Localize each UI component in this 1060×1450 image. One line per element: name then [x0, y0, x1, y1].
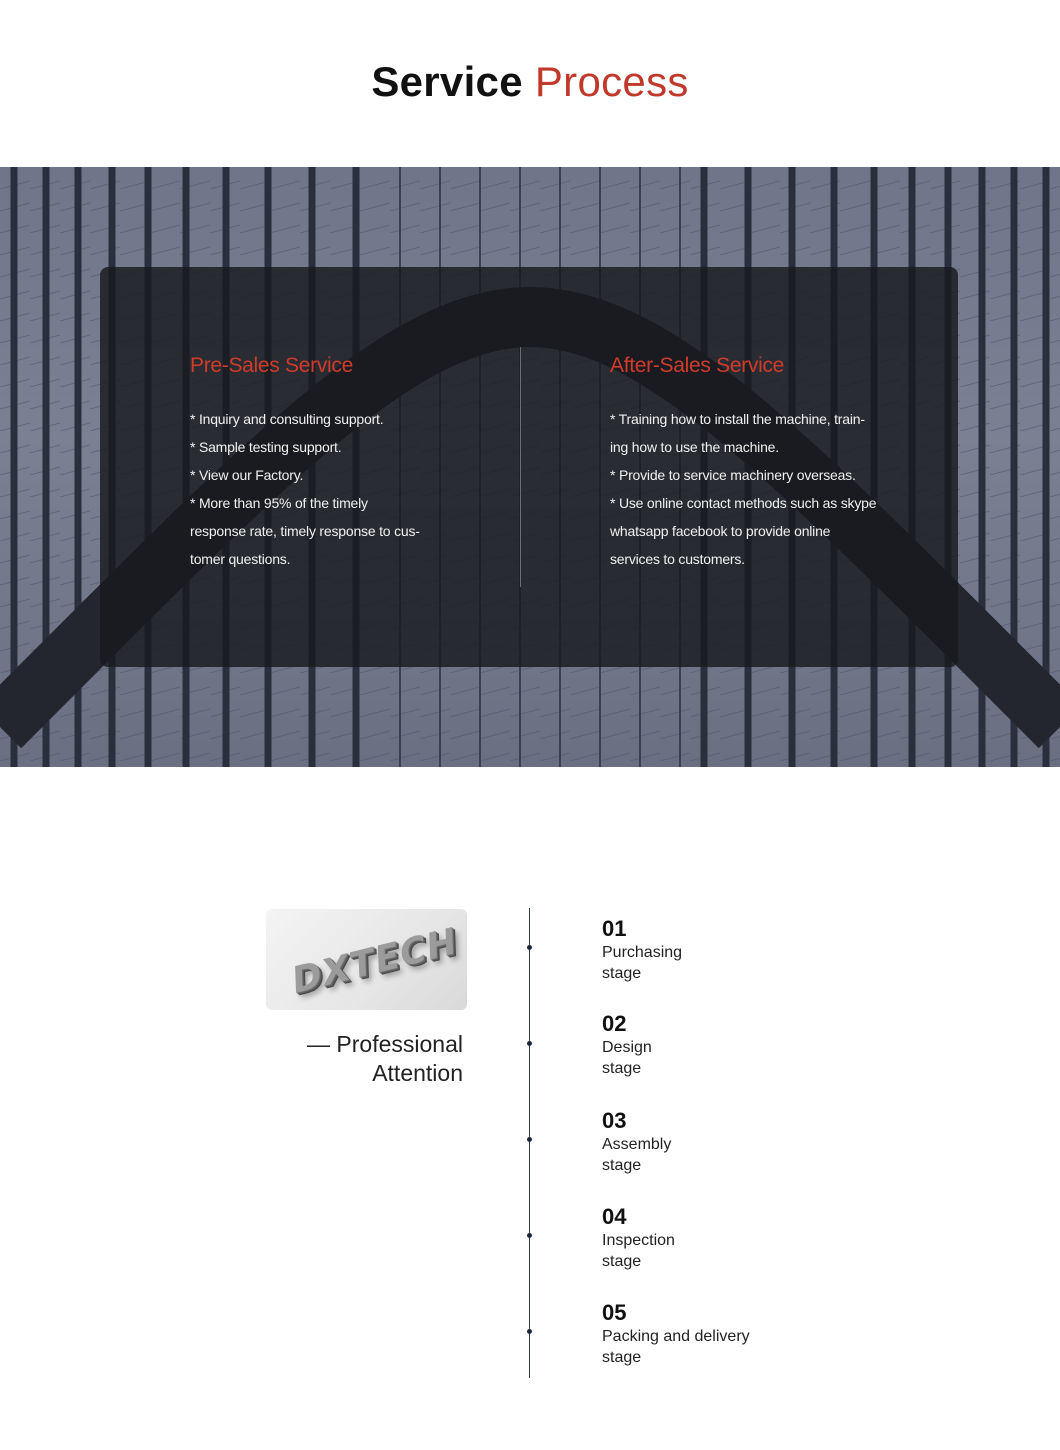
- stage-number: 03: [602, 1108, 627, 1133]
- stage-name-line-1: Purchasing: [602, 944, 683, 961]
- pre-sales-list: [190, 405, 490, 573]
- list-item: response rate, timely response to cus-: [190, 523, 420, 539]
- stage-name-line-2: stage: [602, 1157, 642, 1174]
- list-item: * Inquiry and consulting support.: [190, 411, 384, 427]
- tagline-line-2: Attention: [372, 1060, 463, 1086]
- timeline-dot: [527, 1233, 532, 1238]
- pre-sales-column: [190, 351, 490, 573]
- stage-name-line-2: stage: [602, 965, 642, 982]
- timeline-dot: [527, 1041, 532, 1046]
- list-item: * View our Factory.: [190, 467, 304, 483]
- pre-sales-title: Pre-Sales Service: [190, 354, 353, 377]
- list-item: * More than 95% of the timely: [190, 495, 368, 511]
- after-sales-title: After-Sales Service: [610, 354, 785, 377]
- brand-tagline: [266, 1030, 463, 1088]
- list-item: whatsapp facebook to provide online: [610, 523, 831, 539]
- timeline-line: [529, 908, 530, 1378]
- title-light: Process: [534, 58, 689, 105]
- stage-name-line-1: Assembly: [602, 1136, 672, 1153]
- stage-item: [602, 1108, 822, 1176]
- stage-name-line-2: stage: [602, 1349, 642, 1366]
- stage-name-line-2: stage: [602, 1253, 642, 1270]
- tagline-line-1: — Professional: [307, 1031, 463, 1057]
- title-strong: Service: [371, 58, 523, 105]
- stage-name-line-1: Design: [602, 1039, 652, 1056]
- timeline-dot: [527, 1329, 532, 1334]
- stage-name-line-1: Packing and delivery: [602, 1328, 750, 1345]
- services-panel: [100, 267, 958, 667]
- after-sales-column: [610, 351, 880, 573]
- timeline-dot: [527, 1137, 532, 1142]
- column-divider: [520, 347, 521, 587]
- stage-number: 01: [602, 916, 627, 941]
- stage-number: 04: [602, 1204, 627, 1229]
- list-item: * Use online contact methods such as skype: [610, 495, 877, 511]
- stage-name-line-1: Inspection: [602, 1232, 675, 1249]
- after-sales-list: [610, 405, 880, 573]
- list-item: * Training how to install the machine, train-: [610, 411, 865, 427]
- list-item: tomer questions.: [190, 551, 291, 567]
- stage-item: [602, 1011, 822, 1079]
- list-item: ing how to use the machine.: [610, 439, 779, 455]
- stage-item: [602, 916, 822, 984]
- brand-logo-text: DXTECH: [291, 920, 458, 1003]
- section-title-wrap: [0, 56, 1060, 108]
- list-item: * Sample testing support.: [190, 439, 342, 455]
- stage-number: 02: [602, 1011, 627, 1036]
- services-banner: [0, 167, 1060, 767]
- stage-name-line-2: stage: [602, 1060, 642, 1077]
- stage-item: [602, 1204, 822, 1272]
- list-item: services to customers.: [610, 551, 745, 567]
- brand-logo-image: [266, 909, 467, 1010]
- stage-number: 05: [602, 1300, 627, 1325]
- timeline-dot: [527, 945, 532, 950]
- section-title: [0, 56, 1060, 108]
- list-item: * Provide to service machinery overseas.: [610, 467, 856, 483]
- stage-item: [602, 1300, 822, 1368]
